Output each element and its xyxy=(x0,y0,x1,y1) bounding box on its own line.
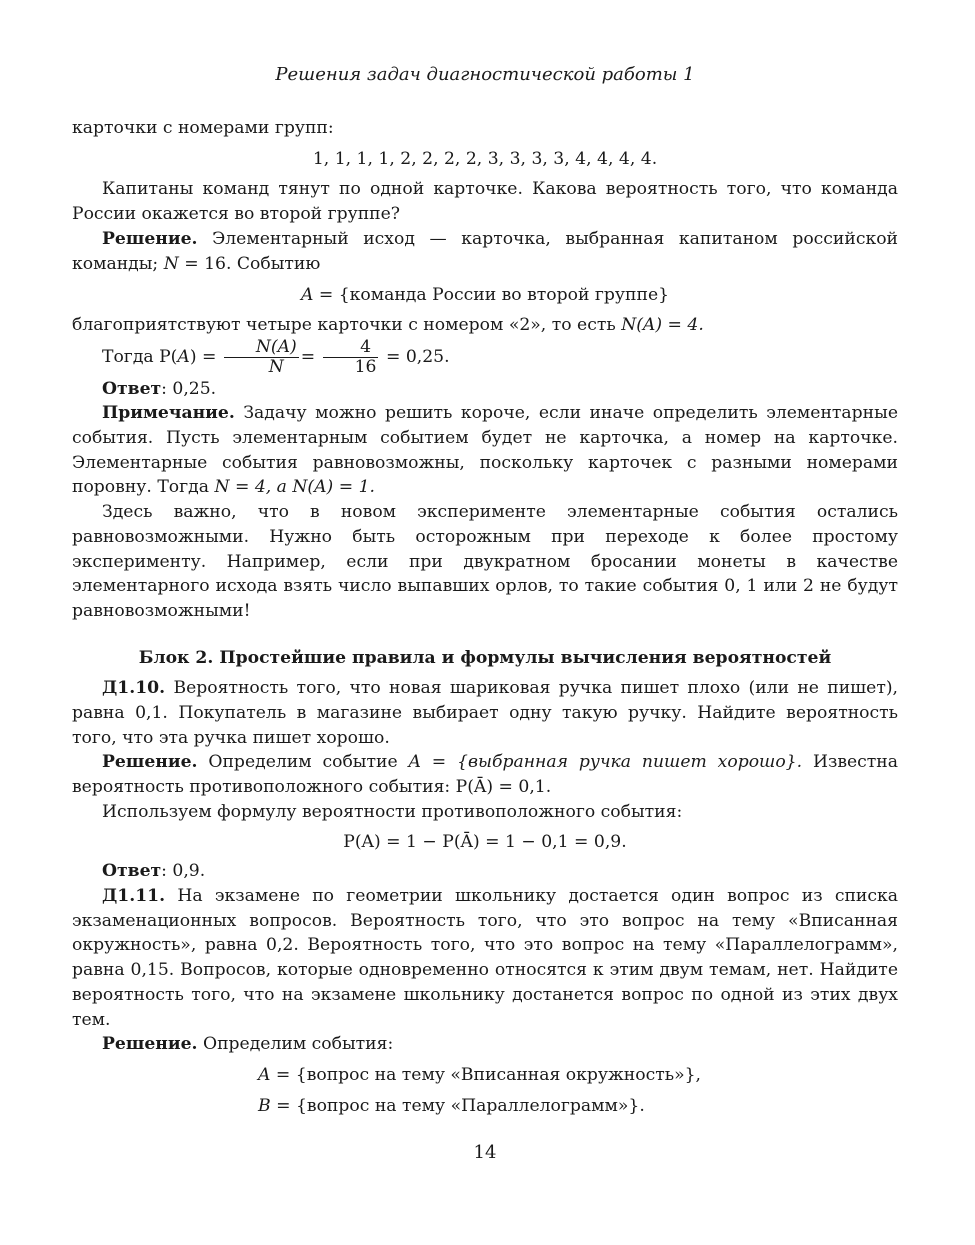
fraction-denominator: 16 xyxy=(354,356,377,377)
problem-text: На экзамене по геометрии школьнику достается один вопрос из списка экзаменационных вопросов. Вероятность того, что это вопрос на тему «Вписанная окружность», равна 0,2. Вероятность того, что это вопрос на тему «Параллелограмм», равна 0,15. Вопросов, которые одновременно относятся к этим двум темам, нет. Найдите вероятность того, что на экзамене школьнику достанется вопрос по одной из этих двух тем. xyxy=(72,885,898,1030)
paragraph-solution-3 xyxy=(72,1032,898,1057)
probability-result: = 0,25. xyxy=(385,346,450,367)
solution-label: Решение. xyxy=(102,1034,198,1055)
problem-number: Д1.11. xyxy=(102,885,166,906)
formula-n: N xyxy=(163,253,179,274)
page-body xyxy=(72,116,898,1118)
answer-label: Ответ xyxy=(102,378,162,399)
event-definition: A = {выбранная ручка пишет хорошо}. xyxy=(408,752,803,773)
formula-na: N(A) = 4. xyxy=(621,314,704,335)
solution-label: Решение. xyxy=(102,752,198,773)
fraction-4-over-16 xyxy=(323,338,379,377)
event-b-symbol: B xyxy=(258,1095,271,1116)
answer-value: : 0,25. xyxy=(161,378,217,399)
then-a: A xyxy=(177,346,190,367)
formula-a-symbol: A xyxy=(300,285,314,306)
then-mid: ) = xyxy=(189,346,217,367)
then-label: Тогда P( xyxy=(102,346,178,367)
paragraph-solution-2 xyxy=(72,750,898,799)
paragraph-answer-1 xyxy=(72,377,898,402)
solution-text: Элементарный исход — карточка, выбранная капитаном российской команды; xyxy=(72,228,899,274)
event-a-symbol: A xyxy=(258,1064,271,1085)
running-header: Решения задач диагностической работы 1 xyxy=(275,64,695,85)
problem-number: Д1.10. xyxy=(102,678,166,699)
section-heading: Блок 2. Простейшие правила и формулы вычисления вероятностей xyxy=(138,647,832,668)
fraction-denominator: N xyxy=(268,356,284,377)
formula-event-a xyxy=(72,283,898,308)
event-a-definition: = {вопрос на тему «Вписанная окружность»}, xyxy=(275,1064,702,1085)
solution-text-tail: Известна вероятность противоположного события: P(Ā) = 0,1. xyxy=(72,752,899,798)
note-formula: N = 4, а N(A) = 1. xyxy=(214,477,375,498)
paragraph-equiprobable: Здесь важно, что в новом эксперименте элементарные события остались равновозможными. Нужно быть осторожным при переходе к более простому эксперименту. Например, если при двукратном бросании монеты в качестве элементарного исхода взять число выпавших орлов, то такие события 0, 1 или 2 не будут равновозможными! xyxy=(72,502,898,621)
favorable-text: благоприятствуют четыре карточки с номером «2», то есть xyxy=(72,314,616,335)
note-label: Примечание. xyxy=(102,403,235,424)
paragraph-probability: Тогда P(A) = $\frac{N(A)}{N}$ = $\frac{4}{16}$ = 0,25. xyxy=(102,336,450,377)
solution-text: Определим события: xyxy=(202,1034,394,1055)
cards-list: 1, 1, 1, 1, 2, 2, 2, 2, 3, 3, 3, 3, 4, 4, 4, 4. xyxy=(312,148,658,169)
problem-d1-11 xyxy=(72,884,898,1032)
fraction-numerator: N(A) xyxy=(224,338,299,358)
page-number: 14 xyxy=(473,1142,497,1163)
fraction-na-over-n xyxy=(224,338,299,377)
note-text: Задачу можно решить короче, если иначе определить элементарные события. Пусть элементарным событием будет не карточка, а номер на карточке. Элементарные события равновозможны, поскольку карточек с разными номерами поровну. Тогда xyxy=(72,403,898,498)
formula-event-a-def xyxy=(258,1063,898,1088)
solution-text: Определим событие xyxy=(208,752,398,773)
paragraph-favorable xyxy=(72,313,898,338)
paragraph-note xyxy=(72,401,898,500)
solution-label: Решение. xyxy=(102,228,198,249)
event-b-definition: = {вопрос на тему «Параллелограмм»}. xyxy=(276,1095,645,1116)
formula-a-definition: = {команда России во второй группе} xyxy=(318,285,670,306)
solution-text-tail: = 16. Событию xyxy=(184,253,321,274)
problem-d1-10 xyxy=(72,676,898,750)
formula-complement: P(A) = 1 − P(Ā) = 1 − 0,1 = 0,9. xyxy=(343,831,627,852)
answer-label: Ответ xyxy=(102,861,162,882)
answer-value: : 0,9. xyxy=(161,861,206,882)
paragraph-answer-2 xyxy=(72,859,898,884)
paragraph-question: Капитаны команд тянут по одной карточке. Какова вероятность того, что команда России окажется во второй группе? xyxy=(72,179,898,225)
formula-event-b-def xyxy=(258,1094,898,1119)
paragraph-formula-intro: Используем формулу вероятности противоположного события: xyxy=(102,801,683,822)
problem-text: Вероятность того, что новая шариковая ручка пишет плохо (или не пишет), равна 0,1. Покупатель в магазине выбирает одну такую ручку. Найдите вероятность того, что эта ручка пишет хорошо. xyxy=(72,678,898,748)
fraction-numerator: 4 xyxy=(323,338,379,358)
paragraph-cards-intro: карточки с номерами групп: xyxy=(72,118,334,138)
paragraph-solution-1 xyxy=(72,227,898,276)
